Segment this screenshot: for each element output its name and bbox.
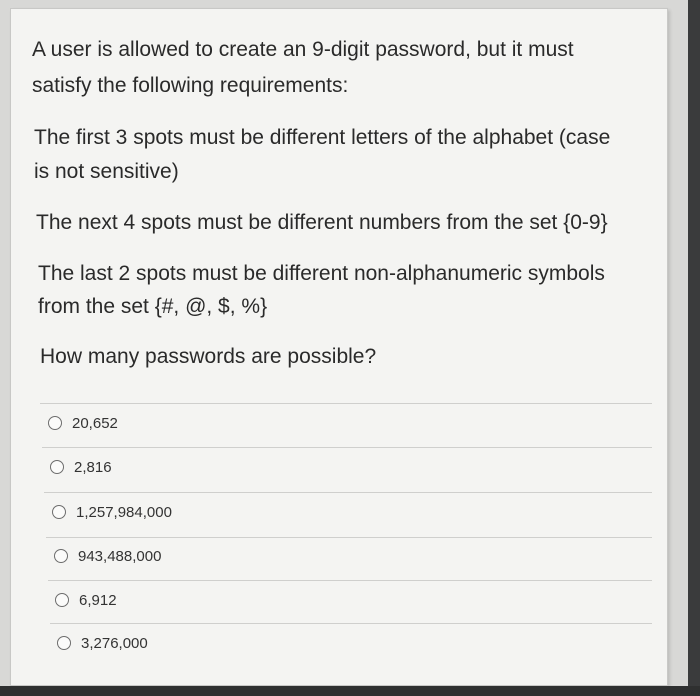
- rule-letters-line1: The first 3 spots must be different letters of the alphabet (case: [34, 126, 611, 149]
- radio-icon[interactable]: [50, 460, 64, 474]
- radio-icon[interactable]: [57, 636, 71, 650]
- answer-option-label: 6,912: [79, 591, 117, 609]
- answer-option-4[interactable]: [54, 544, 161, 568]
- divider: [44, 492, 652, 493]
- rule-letters-line2: is not sensitive): [34, 160, 179, 183]
- answer-option-5[interactable]: [55, 588, 117, 612]
- background-edge-bottom: [0, 686, 700, 696]
- answer-option-label: 2,816: [74, 458, 112, 476]
- answer-option-label: 1,257,984,000: [76, 503, 172, 521]
- question-intro-line1: A user is allowed to create an 9-digit password, but it must: [32, 38, 574, 61]
- answer-option-3[interactable]: [52, 500, 172, 524]
- rule-symbols-line2: from the set {#, @, $, %}: [38, 295, 268, 318]
- divider: [42, 447, 652, 448]
- answer-option-2[interactable]: [50, 455, 112, 479]
- question-intro-line2: satisfy the following requirements:: [32, 74, 349, 97]
- answer-option-label: 20,652: [72, 414, 118, 432]
- background-edge-right: [688, 0, 700, 696]
- divider: [46, 537, 652, 538]
- divider: [50, 623, 652, 624]
- divider: [40, 403, 652, 404]
- radio-icon[interactable]: [54, 549, 68, 563]
- radio-icon[interactable]: [48, 416, 62, 430]
- rule-numbers: The next 4 spots must be different numbers from the set {0-9}: [36, 211, 608, 234]
- radio-icon[interactable]: [52, 505, 66, 519]
- answer-option-label: 943,488,000: [78, 547, 162, 565]
- radio-icon[interactable]: [55, 593, 69, 607]
- question-prompt: How many passwords are possible?: [40, 345, 377, 368]
- answer-option-6[interactable]: [57, 631, 148, 655]
- rule-symbols-line1: The last 2 spots must be different non-alphanumeric symbols: [38, 262, 605, 285]
- answer-option-1[interactable]: [48, 411, 118, 435]
- divider: [48, 580, 652, 581]
- answer-option-label: 3,276,000: [81, 634, 148, 652]
